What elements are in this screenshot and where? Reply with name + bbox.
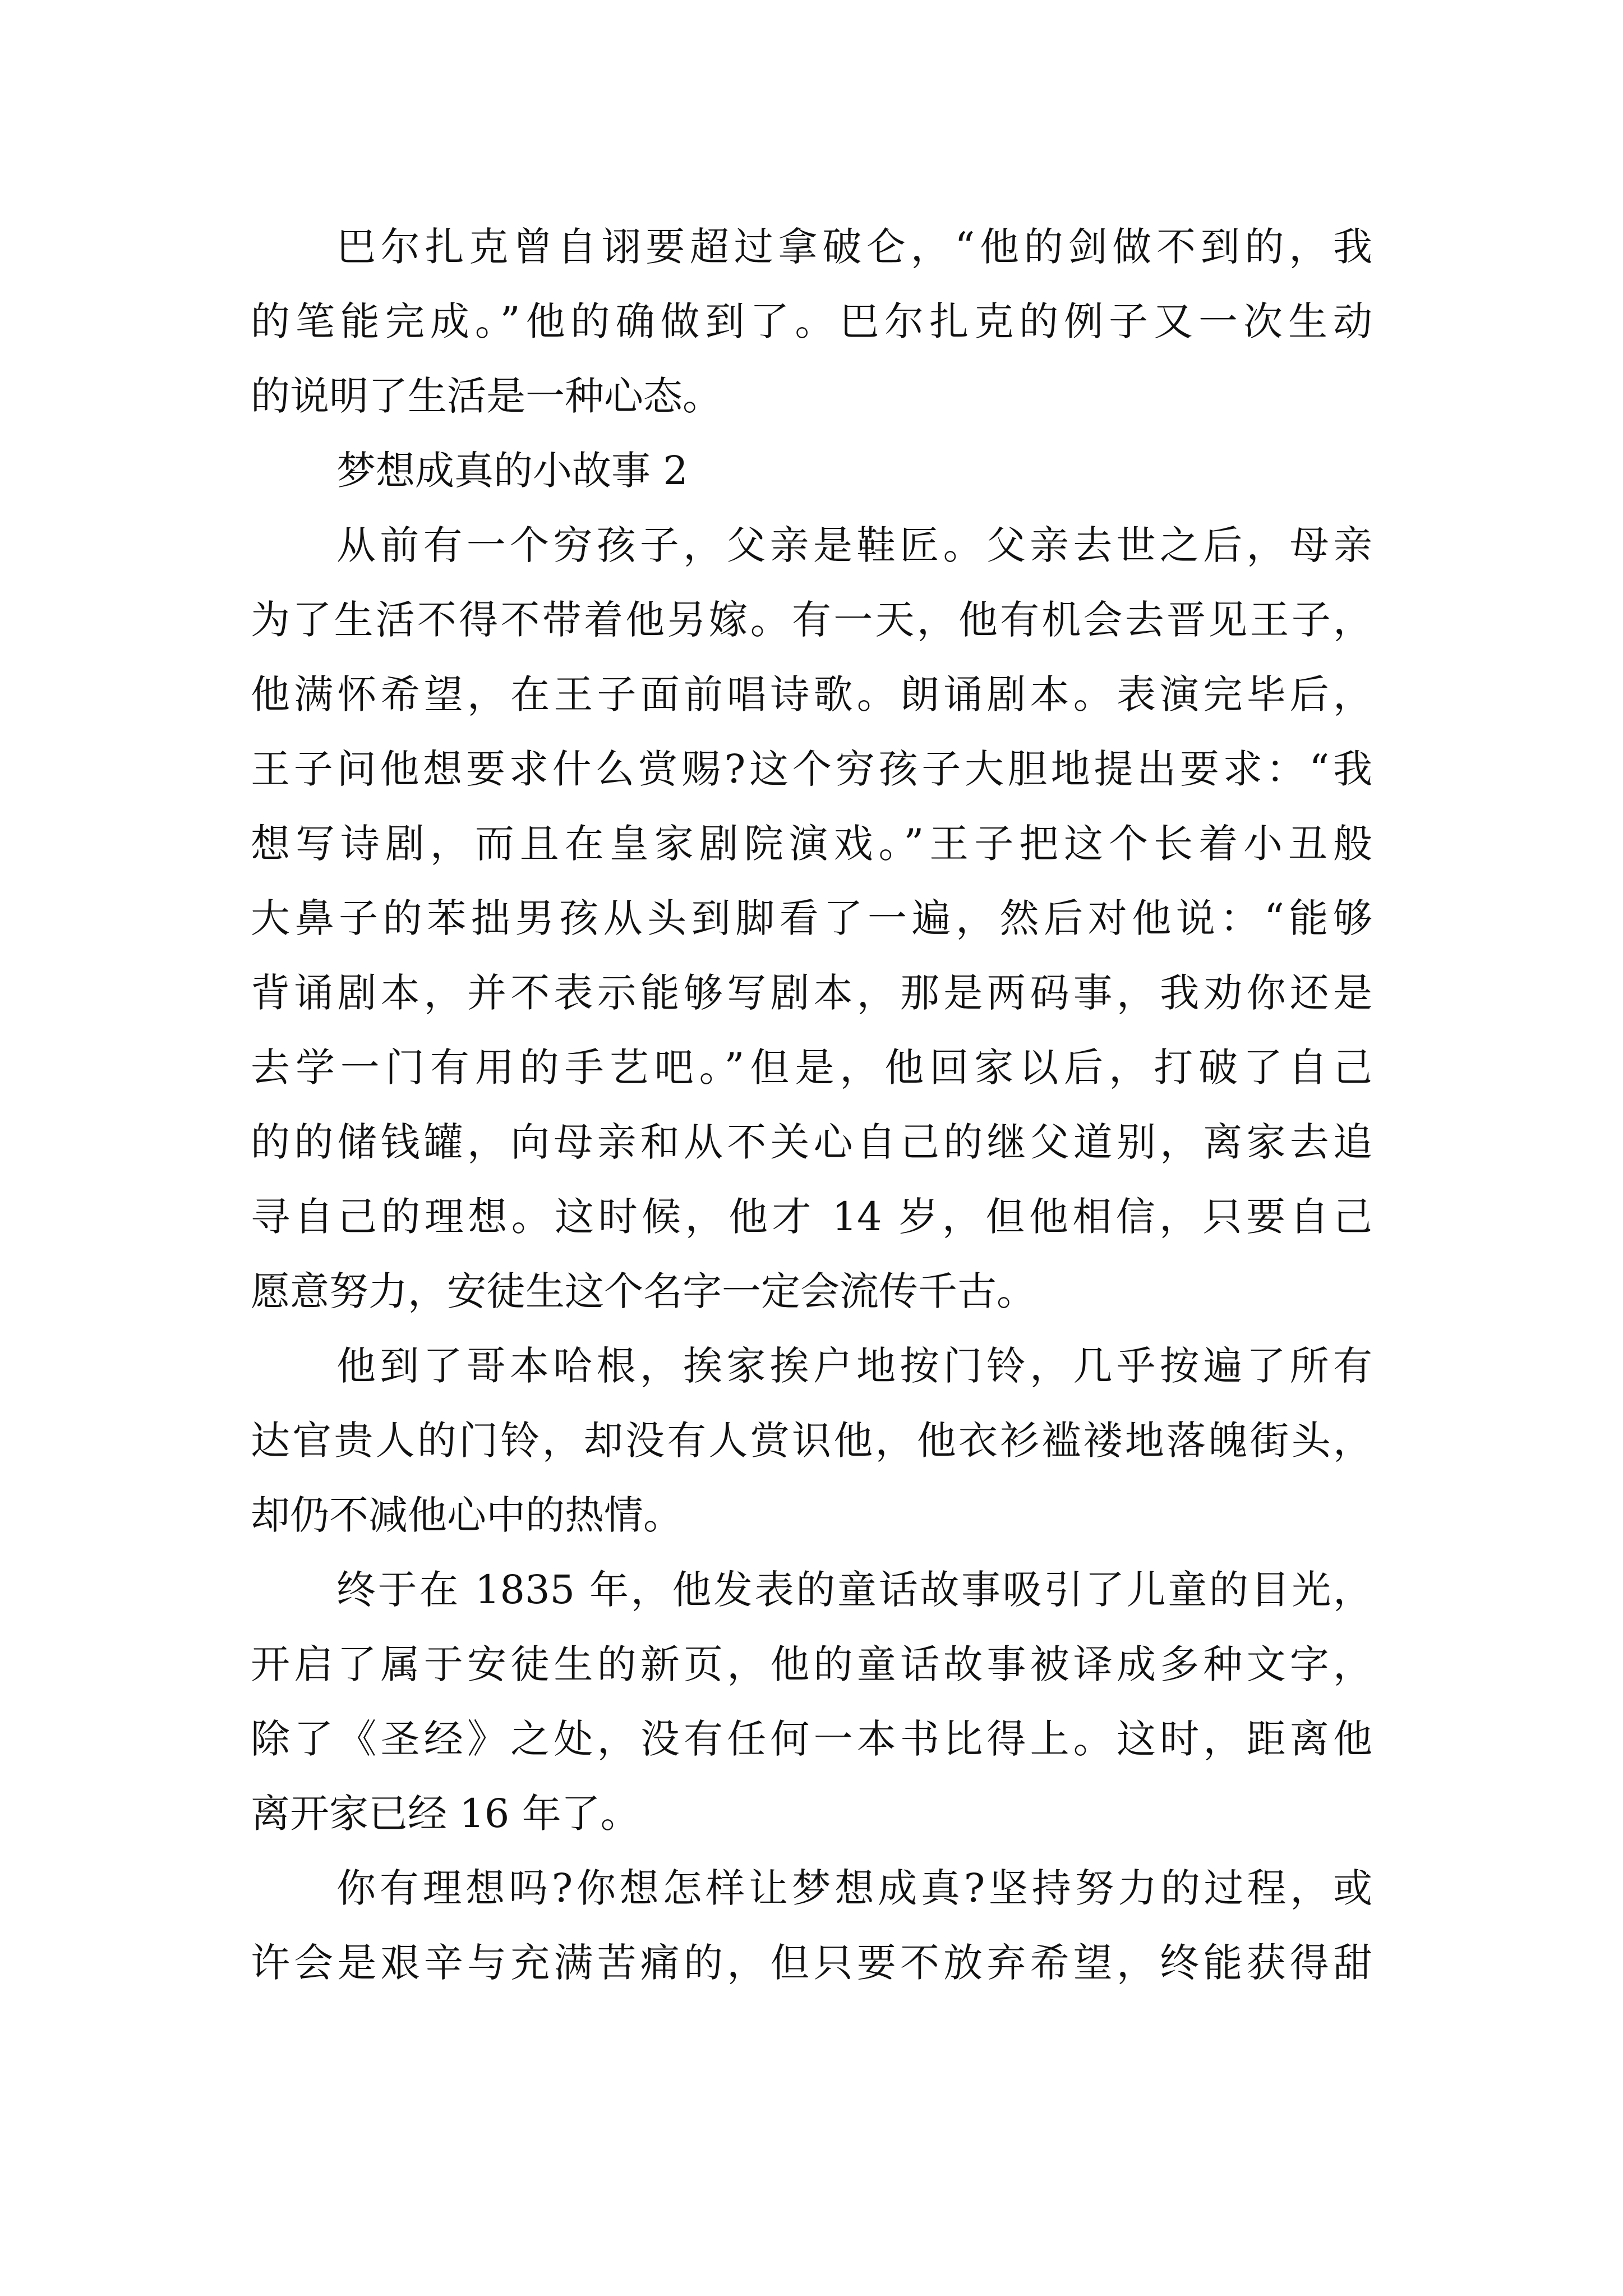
paragraph-2-line-1: 从前有一个穷孩子，父亲是鞋匠。父亲去世之后，母亲 [336,522,1372,568]
paragraph-4-line-2: 开启了属于安徒生的新页，他的童话故事被译成多种文字， [251,1641,1372,1687]
paragraph-4-line-3: 除了《圣经》之处，没有任何一本书比得上。这时，距离他 [251,1716,1372,1762]
paragraph-2-line-2: 为了生活不得不带着他另嫁。有一天，他有机会去晋见王子， [251,597,1372,643]
paragraph-2-line-3: 他满怀希望，在王子面前唱诗歌。朗诵剧本。表演完毕后， [251,671,1372,717]
paragraph-2-line-6: 大鼻子的苯拙男孩从头到脚看了一遍，然后对他说：“能够 [251,895,1372,941]
paragraph-2-line-5: 想写诗剧，而且在皇家剧院演戏。”王子把这个长着小丑般 [251,821,1372,867]
paragraph-2-line-10: 寻自己的理想。这时候，他才 14 岁，但他相信，只要自己 [251,1194,1372,1240]
paragraph-4-line-1: 终于在 1835 年，他发表的童话故事吸引了儿童的目光， [336,1567,1372,1613]
paragraph-5-line-2: 许会是艰辛与充满苦痛的，但只要不放弃希望，终能获得甜 [251,1940,1372,1986]
paragraph-1-line-3: 的说明了生活是一种心态。 [251,373,722,419]
paragraph-4-line-4: 离开家已经 16 年了。 [251,1791,640,1837]
paragraph-5-line-1: 你有理想吗?你想怎样让梦想成真?坚持努力的过程，或 [336,1865,1372,1911]
paragraph-2-line-8: 去学一门有用的手艺吧。”但是，他回家以后，打破了自己 [251,1045,1372,1091]
paragraph-3-line-2: 达官贵人的门铃，却没有人赏识他，他衣衫褴褛地落魄街头， [251,1418,1372,1464]
paragraph-2-line-9: 的的储钱罐，向母亲和从不关心自己的继父道别，离家去追 [251,1119,1372,1165]
paragraph-2-line-7: 背诵剧本，并不表示能够写剧本，那是两码事，我劝你还是 [251,970,1372,1016]
paragraph-1-line-2: 的笔能完成。”他的确做到了。巴尔扎克的例子又一次生动 [251,298,1372,344]
paragraph-2-line-11: 愿意努力，安徒生这个名字一定会流传千古。 [251,1268,1036,1314]
paragraph-1-line-1: 巴尔扎克曾自诩要超过拿破仑，“他的剑做不到的，我 [336,224,1372,270]
story-heading: 梦想成真的小故事 2 [336,448,688,494]
paragraph-3-line-1: 他到了哥本哈根，挨家挨户地按门铃，几乎按遍了所有 [336,1343,1372,1389]
paragraph-2-line-4: 王子问他想要求什么赏赐?这个穷孩子大胆地提出要求：“我 [251,746,1372,792]
paragraph-3-line-3: 却仍不减他心中的热情。 [251,1492,683,1538]
